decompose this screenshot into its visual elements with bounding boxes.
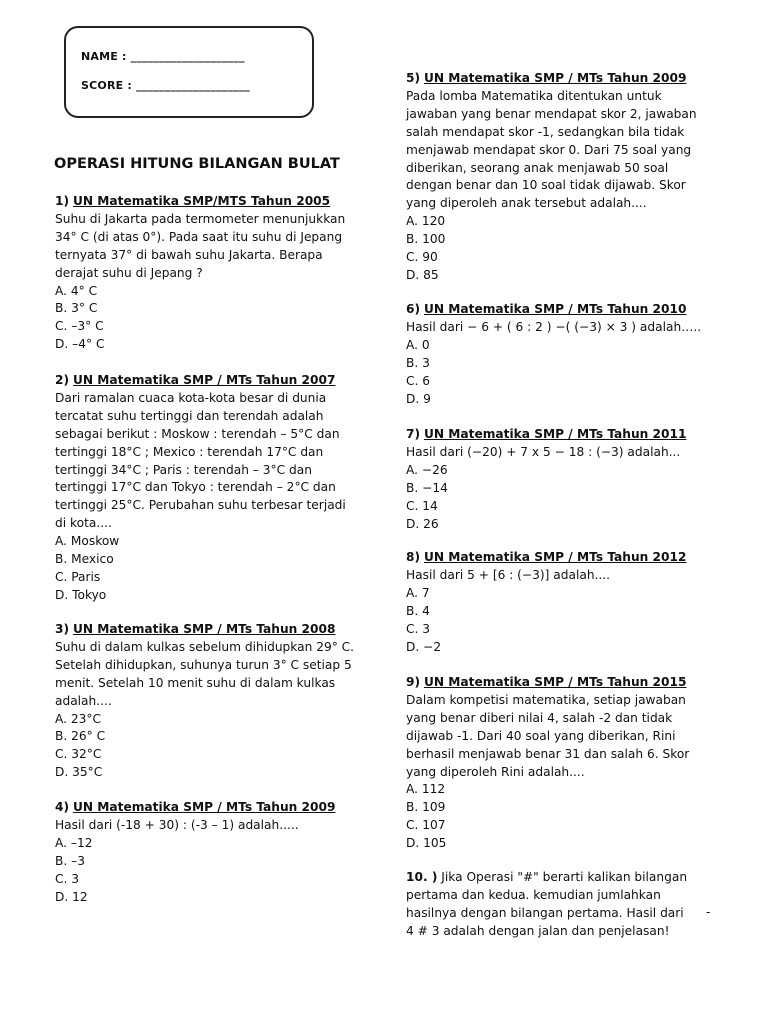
- question-text-line: Jika Operasi "#" berarti kalikan bilangan: [441, 870, 688, 884]
- answer-option[interactable]: B. 4: [406, 603, 430, 618]
- question-text-line: 4 # 3 adalah dengan jalan dan penjelasan!: [406, 923, 670, 938]
- question-text-line: 34° C (di atas 0°). Pada saat itu suhu di Jepang: [55, 229, 343, 244]
- question-6: [406, 301, 701, 408]
- answer-option[interactable]: B. 3: [406, 355, 430, 370]
- question-text-line: Suhu di dalam kulkas sebelum dihidupkan 29° C.: [55, 639, 355, 654]
- answer-option[interactable]: B. 109: [406, 800, 446, 815]
- question-header: [406, 549, 686, 567]
- question-text-line: tertinggi 34°C ; Paris : terendah – 3°C dan: [55, 462, 312, 477]
- question-text-line: Hasil dari (−20) + 7 x 5 − 18 : (−3) adalah...: [406, 444, 681, 459]
- question-text-line: ternyata 37° di bawah suhu Jakarta. Berapa: [55, 247, 323, 262]
- question-number: 3): [55, 622, 70, 636]
- question-text-line: Setelah dihidupkan, suhunya turun 3° C setiap 5: [55, 657, 352, 672]
- question-1: [55, 193, 345, 354]
- question-number: 1): [55, 194, 70, 208]
- question-3: [55, 621, 354, 782]
- answer-option[interactable]: D. 35°C: [55, 765, 103, 780]
- answer-option[interactable]: B. 3° C: [55, 301, 98, 316]
- question-source: UN Matematika SMP / MTs Tahun 2009: [72, 800, 336, 814]
- answer-option[interactable]: C. 3: [55, 871, 80, 886]
- answer-option[interactable]: A. 7: [406, 585, 430, 600]
- answer-option[interactable]: A. 112: [406, 782, 446, 797]
- question-number: 8): [406, 550, 421, 564]
- question-text-line: tertinggi 18°C ; Mexico : terendah 17°C dan: [55, 444, 324, 459]
- question-header: [55, 372, 346, 390]
- question-text-line: yang benar diberi nilai 4, salah -2 dan tidak: [406, 710, 673, 725]
- answer-option[interactable]: A. 120: [406, 214, 446, 229]
- answer-option[interactable]: B. 26° C: [55, 729, 106, 744]
- question-header: [55, 621, 354, 639]
- question-text-line: Pada lomba Matematika ditentukan untuk: [406, 88, 662, 103]
- question-8: [406, 549, 686, 656]
- question-source: UN Matematika SMP / MTs Tahun 2010: [423, 302, 687, 316]
- question-header: [406, 70, 697, 88]
- score-field-label[interactable]: SCORE : ____________________: [81, 79, 250, 92]
- question-text-line: jawaban yang benar mendapat skor 2, jawaban: [406, 106, 697, 121]
- question-text-line: dengan benar dan 10 soal tidak dijawab. Skor: [406, 178, 686, 193]
- question-text-line: sebagai berikut : Moskow : terendah – 5°C dan: [55, 426, 340, 441]
- question-text-line: Hasil dari (-18 + 30) : (-3 – 1) adalah.....: [55, 817, 299, 832]
- answer-option[interactable]: C. 6: [406, 373, 431, 388]
- question-4: [55, 799, 335, 906]
- answer-option[interactable]: C. 107: [406, 818, 446, 833]
- answer-option[interactable]: A. 23°C: [55, 711, 101, 726]
- question-header: [406, 674, 689, 692]
- question-source: UN Matematika SMP / MTs Tahun 2015: [423, 675, 687, 689]
- question-source: UN Matematika SMP / MTs Tahun 2011: [423, 427, 687, 441]
- answer-option[interactable]: A. 4° C: [55, 283, 98, 298]
- question-text-line: di kota....: [55, 516, 112, 531]
- answer-option[interactable]: D. 12: [55, 889, 88, 904]
- question-text-line: yang diperoleh anak tersebut adalah....: [406, 196, 647, 211]
- question-header: [55, 799, 335, 817]
- question-text-line: tercatat suhu tertinggi dan terendah adalah: [55, 408, 324, 423]
- question-text-line: diberikan, seorang anak menjawab 50 soal: [406, 160, 669, 175]
- answer-option[interactable]: D. Tokyo: [55, 587, 107, 602]
- question-5: [406, 70, 697, 285]
- answer-option[interactable]: C. Paris: [55, 569, 101, 584]
- question-2: [55, 372, 346, 605]
- stray-dash-mark: -: [706, 905, 711, 919]
- question-text-line: Dari ramalan cuaca kota-kota besar di dunia: [55, 390, 327, 405]
- question-text-line: Dalam kompetisi matematika, setiap jawaban: [406, 692, 686, 707]
- answer-option[interactable]: A. Moskow: [55, 534, 120, 549]
- question-number: 5): [406, 71, 421, 85]
- question-source: UN Matematika SMP/MTS Tahun 2005: [72, 194, 331, 208]
- answer-option[interactable]: D. 9: [406, 391, 431, 406]
- question-text-line: derajat suhu di Jepang ?: [55, 265, 203, 280]
- question-text-line: tertinggi 17°C dan Tokyo : terendah – 2°C dan: [55, 480, 336, 495]
- question-text-line: yang diperoleh Rini adalah....: [406, 764, 585, 779]
- answer-option[interactable]: C. 90: [406, 250, 438, 265]
- question-source: UN Matematika SMP / MTs Tahun 2008: [72, 622, 336, 636]
- answer-option[interactable]: D. 105: [406, 836, 447, 851]
- question-text-line: salah mendapat skor -1, sedangkan bila tidak: [406, 124, 685, 139]
- name-field-label[interactable]: NAME : ____________________: [81, 50, 245, 63]
- question-text-line: berhasil menjawab benar 31 dan salah 6. Skor: [406, 746, 690, 761]
- answer-option[interactable]: A. 0: [406, 337, 430, 352]
- question-number: 10. ): [406, 870, 438, 884]
- question-text-line: hasilnya dengan bilangan pertama. Hasil dari: [406, 905, 684, 920]
- answer-option[interactable]: D. −2: [406, 639, 442, 654]
- answer-option[interactable]: C. 32°C: [55, 747, 102, 762]
- answer-option[interactable]: B. −14: [406, 480, 448, 495]
- page-title: OPERASI HITUNG BILANGAN BULAT: [54, 156, 340, 172]
- question-number: 2): [55, 373, 70, 387]
- question-header: [406, 869, 687, 887]
- question-7: [406, 426, 686, 533]
- answer-option[interactable]: A. −26: [406, 462, 448, 477]
- answer-option[interactable]: A. –12: [55, 835, 93, 850]
- answer-option[interactable]: B. –3: [55, 853, 85, 868]
- question-9: [406, 674, 689, 853]
- answer-option[interactable]: D. 26: [406, 516, 439, 531]
- answer-option[interactable]: D. 85: [406, 267, 439, 282]
- name-score-box: [64, 26, 314, 118]
- question-number: 6): [406, 302, 421, 316]
- answer-option[interactable]: C. –3° C: [55, 319, 104, 334]
- question-text-line: tertinggi 25°C. Perubahan suhu terbesar terjadi: [55, 498, 346, 513]
- question-text-line: menjawab mendapat skor 0. Dari 75 soal yang: [406, 142, 692, 157]
- question-number: 4): [55, 800, 70, 814]
- answer-option[interactable]: D. –4° C: [55, 337, 105, 352]
- question-source: UN Matematika SMP / MTs Tahun 2009: [423, 71, 687, 85]
- question-number: 9): [406, 675, 421, 689]
- question-header: [406, 301, 701, 319]
- question-number: 7): [406, 427, 421, 441]
- answer-option[interactable]: C. 14: [406, 498, 438, 513]
- question-text-line: pertama dan kedua. kemudian jumlahkan: [406, 887, 661, 902]
- question-header: [55, 193, 345, 211]
- question-text-line: Suhu di Jakarta pada termometer menunjukkan: [55, 211, 346, 226]
- question-text-line: Hasil dari − 6 + ( 6 : 2 ) −( (−3) × 3 ) adalah…..: [406, 319, 702, 334]
- question-text-line: Hasil dari 5 + [6 : (−3)] adalah....: [406, 567, 611, 582]
- question-text-line: dijawab -1. Dari 40 soal yang diberikan, Rini: [406, 728, 676, 743]
- question-source: UN Matematika SMP / MTs Tahun 2007: [72, 373, 336, 387]
- answer-option[interactable]: C. 3: [406, 621, 431, 636]
- question-text-line: adalah....: [55, 693, 112, 708]
- question-source: UN Matematika SMP / MTs Tahun 2012: [423, 550, 687, 564]
- question-text-line: menit. Setelah 10 menit suhu di dalam kulkas: [55, 675, 336, 690]
- question-10: [406, 869, 687, 941]
- answer-option[interactable]: B. 100: [406, 232, 446, 247]
- answer-option[interactable]: B. Mexico: [55, 552, 114, 567]
- question-header: [406, 426, 686, 444]
